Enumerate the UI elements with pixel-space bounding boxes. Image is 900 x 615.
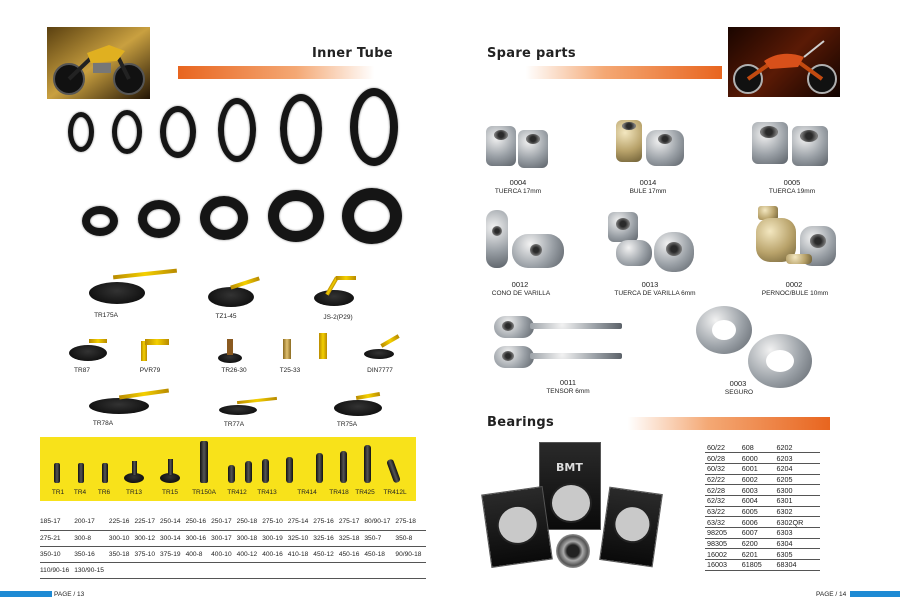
size-cell: 375-19: [160, 546, 186, 562]
size-cell: 325-16: [313, 530, 339, 546]
size-cell: 130/90-15: [74, 562, 109, 578]
size-cell: 450-16: [339, 546, 365, 562]
bearing-cell: 16003: [705, 560, 740, 571]
size-cell: 350-7: [364, 530, 395, 546]
inner-tube-image: [138, 200, 180, 238]
bearing-row: [705, 506, 820, 517]
yellow-valve-label: TR1: [51, 489, 65, 496]
spare-parts-heading: Spare parts: [487, 46, 576, 61]
size-cell: 325-18: [339, 530, 365, 546]
size-cell: 300-17: [211, 530, 237, 546]
part-code: 0014: [639, 178, 657, 187]
bearing-cell: 6002: [740, 474, 775, 485]
size-row: [40, 530, 426, 546]
bearing-cell: 63/32: [705, 517, 740, 528]
inner-tube-row-1: [60, 88, 410, 168]
size-cell: 275-16: [313, 514, 339, 530]
bearing-cell: 6302: [775, 506, 821, 517]
size-cell: 350-16: [74, 546, 109, 562]
part-code: 0004: [509, 178, 527, 187]
bearing-cell: 60/22: [705, 442, 740, 453]
yellow-valve-label: TR150A: [192, 489, 216, 496]
size-cell: 300-12: [134, 530, 160, 546]
bearing-cell: 6003: [740, 485, 775, 496]
part-name: CONO DE VARILLA: [491, 290, 551, 297]
bearing-row: [705, 560, 820, 571]
bearing-row: [705, 538, 820, 549]
valve-stem-row: [40, 437, 416, 485]
chopper-image: [728, 27, 840, 97]
size-cell: 110/90-16: [40, 562, 74, 578]
part-0012: [478, 206, 578, 301]
page-number-right: PAGE / 14: [816, 591, 847, 598]
inner-tube-image: [82, 206, 118, 236]
valve-tr77a: [215, 395, 285, 430]
size-cell: 250-18: [237, 514, 263, 530]
size-cell: 400-10: [211, 546, 237, 562]
yellow-valve-label: TR6: [97, 489, 111, 496]
part-name: TUERCA 19mm: [768, 188, 816, 195]
bearing-cell: 6204: [775, 463, 821, 474]
size-cell: 250-17: [211, 514, 237, 530]
bearing-row: [705, 453, 820, 464]
size-cell: 325-10: [288, 530, 314, 546]
size-cell: 185-17: [40, 514, 74, 530]
size-cell: 80/90-17: [364, 514, 395, 530]
yellow-valve-label: TR4: [73, 489, 87, 496]
size-cell: 300-19: [262, 530, 288, 546]
bearing-cell: 6007: [740, 528, 775, 539]
size-cell: 300-16: [186, 530, 212, 546]
size-cell: 450-18: [364, 546, 395, 562]
valve-label: T25-33: [279, 367, 301, 374]
valve-label: TR77A: [223, 421, 245, 428]
valve-tz1-45: [200, 275, 280, 325]
bearing-row: [705, 495, 820, 506]
bearing-cell: 60/32: [705, 463, 740, 474]
bearing-cell: 61805: [740, 560, 775, 571]
valve-tr87: [65, 335, 125, 380]
part-0004: [478, 118, 568, 198]
size-cell: 300-14: [160, 530, 186, 546]
inner-tube-image: [68, 112, 94, 152]
part-code: 0012: [511, 280, 529, 289]
motorcycle-photo-right: [728, 27, 840, 97]
valve-label: JS-2(P29): [323, 314, 353, 321]
part-name: SEGURO: [724, 389, 754, 396]
bearing-cell: 6001: [740, 463, 775, 474]
valve-js2: [310, 270, 380, 325]
bearing-cell: 62/32: [705, 495, 740, 506]
bearings-heading: Bearings: [487, 415, 555, 430]
bearing-row: [705, 485, 820, 496]
inner-tube-image: [342, 188, 402, 244]
size-cell: 300-8: [74, 530, 109, 546]
size-cell: 275-14: [288, 514, 314, 530]
part-0014: [606, 116, 696, 198]
valve-tr78a: [85, 388, 185, 430]
inner-tube-image: [160, 106, 196, 158]
bearing-cell: 98305: [705, 538, 740, 549]
bearing-cell: 6301: [775, 495, 821, 506]
valve-tr26-30: [212, 335, 262, 380]
bearing-cell: 6004: [740, 495, 775, 506]
tube-size-table: [40, 514, 422, 579]
part-code: 0003: [729, 379, 747, 388]
size-cell: 450-12: [313, 546, 339, 562]
size-cell: 275-21: [40, 530, 74, 546]
bearing-cell: 60/28: [705, 453, 740, 464]
size-cell: 275-10: [262, 514, 288, 530]
left-footer-bar: [0, 591, 52, 597]
part-code: 0005: [783, 178, 801, 187]
valve-t25-33: [275, 335, 315, 380]
valve-label: TR78A: [92, 420, 114, 427]
bearing-cell: 6202: [775, 442, 821, 453]
size-cell: 350-18: [109, 546, 135, 562]
yellow-valve-label: TR425: [355, 489, 375, 496]
size-cell: 275-18: [395, 514, 426, 530]
inner-tube-image: [280, 94, 322, 164]
bearing-cell: 6000: [740, 453, 775, 464]
size-cell: 250-16: [186, 514, 212, 530]
bearing-row: [705, 517, 820, 528]
valve-din7777: [360, 335, 410, 380]
bearing-cell: 63/22: [705, 506, 740, 517]
bearing-cell: 98205: [705, 528, 740, 539]
valve-label: PVR79: [139, 367, 161, 374]
spare-parts-heading-bar: [460, 66, 722, 79]
size-cell: 200-17: [74, 514, 109, 530]
bearing-boxes-image: [484, 442, 664, 576]
part-name: TUERCA DE VARILLA 6mm: [614, 290, 696, 297]
bearing-brand: BMT: [556, 461, 583, 474]
size-cell: 275-17: [339, 514, 365, 530]
valve-pvr79: [133, 335, 183, 380]
yellow-valve-label: TR13: [126, 489, 142, 496]
valve-tr-yellow-straight: [315, 333, 335, 363]
bearing-row: [705, 463, 820, 474]
bearing-cell: 6006: [740, 517, 775, 528]
bearing-cell: 6203: [775, 453, 821, 464]
size-row: [40, 562, 426, 578]
yellow-valve-label: TR418: [329, 489, 349, 496]
size-cell: 300-10: [109, 530, 135, 546]
size-cell-empty: [109, 562, 427, 578]
inner-tube-heading-bar: [178, 66, 440, 79]
bearing-cell: 16002: [705, 549, 740, 560]
bearing-cell: 6200: [740, 538, 775, 549]
valve-tr75a: [330, 390, 390, 430]
bearing-row: [705, 474, 820, 485]
inner-tube-image: [268, 190, 324, 242]
size-row: [40, 546, 426, 562]
bearing-cell: 6302QR: [775, 517, 821, 528]
yellow-valve-label: TR413: [257, 489, 277, 496]
size-row: [40, 514, 426, 530]
inner-tube-heading: Inner Tube: [312, 46, 393, 61]
part-code: 0013: [641, 280, 659, 289]
bearing-cell: 6205: [775, 474, 821, 485]
part-code: 0002: [785, 280, 803, 289]
size-cell: 350-10: [40, 546, 74, 562]
bearing-row: [705, 442, 820, 453]
yellow-valve-label: TR15: [162, 489, 178, 496]
bearing-cell: 6304: [775, 538, 821, 549]
valve-yellow-band: [40, 437, 416, 501]
valve-label: TZ1-45: [215, 313, 237, 320]
size-cell: 410-18: [288, 546, 314, 562]
valve-tr175a: [85, 268, 185, 323]
valve-label: DIN7777: [367, 367, 393, 374]
size-cell: 400-8: [186, 546, 212, 562]
size-cell: 400-16: [262, 546, 288, 562]
size-cell: 225-16: [109, 514, 135, 530]
page-number-left: PAGE / 13: [54, 591, 85, 598]
bearing-cell: 6303: [775, 528, 821, 539]
bearing-cell: 68304: [775, 560, 821, 571]
valve-label: TR87: [74, 367, 90, 374]
bearing-row: [705, 549, 820, 560]
yellow-valve-label: TR412L: [383, 489, 407, 496]
bearing-cell: 608: [740, 442, 775, 453]
part-name: TUERCA 17mm: [494, 188, 542, 195]
part-name: PERNOC/BULE 10mm: [761, 290, 829, 297]
bearing-cell: 62/28: [705, 485, 740, 496]
part-0013: [600, 210, 710, 301]
valve-label: TR26-30: [221, 367, 247, 374]
size-cell: 400-12: [237, 546, 263, 562]
size-cell: 375-10: [134, 546, 160, 562]
valve-label: TR175A: [94, 312, 118, 319]
bearing-cell: 6305: [775, 549, 821, 560]
yellow-valve-label: TR414: [297, 489, 317, 496]
inner-tube-image: [350, 88, 398, 166]
right-footer-bar: [850, 591, 900, 597]
bearing-cell: 6300: [775, 485, 821, 496]
inner-tube-image: [200, 196, 248, 240]
yellow-valve-label: TR412: [227, 489, 247, 496]
bearing-size-table: [705, 442, 820, 571]
bearing-row: [705, 528, 820, 539]
bearing-cell: 6005: [740, 506, 775, 517]
part-code: 0011: [559, 378, 577, 387]
size-cell: 250-14: [160, 514, 186, 530]
bearings-heading-bar: [560, 417, 830, 430]
part-name: BULE 17mm: [629, 188, 667, 195]
size-cell: 225-17: [134, 514, 160, 530]
part-0011: [490, 310, 640, 400]
part-name: TENSOR 6mm: [546, 388, 590, 395]
part-0002: [746, 204, 846, 301]
inner-tube-row-2: [80, 188, 410, 244]
part-0003: [690, 300, 830, 400]
part-0005: [746, 116, 840, 198]
size-cell: 350-8: [395, 530, 426, 546]
bearing-cell: 6201: [740, 549, 775, 560]
size-cell: 90/90-18: [395, 546, 426, 562]
inner-tube-image: [112, 110, 142, 154]
size-cell: 300-18: [237, 530, 263, 546]
valve-label: TR75A: [336, 421, 358, 428]
bearing-cell: 62/22: [705, 474, 740, 485]
inner-tube-image: [218, 98, 256, 162]
